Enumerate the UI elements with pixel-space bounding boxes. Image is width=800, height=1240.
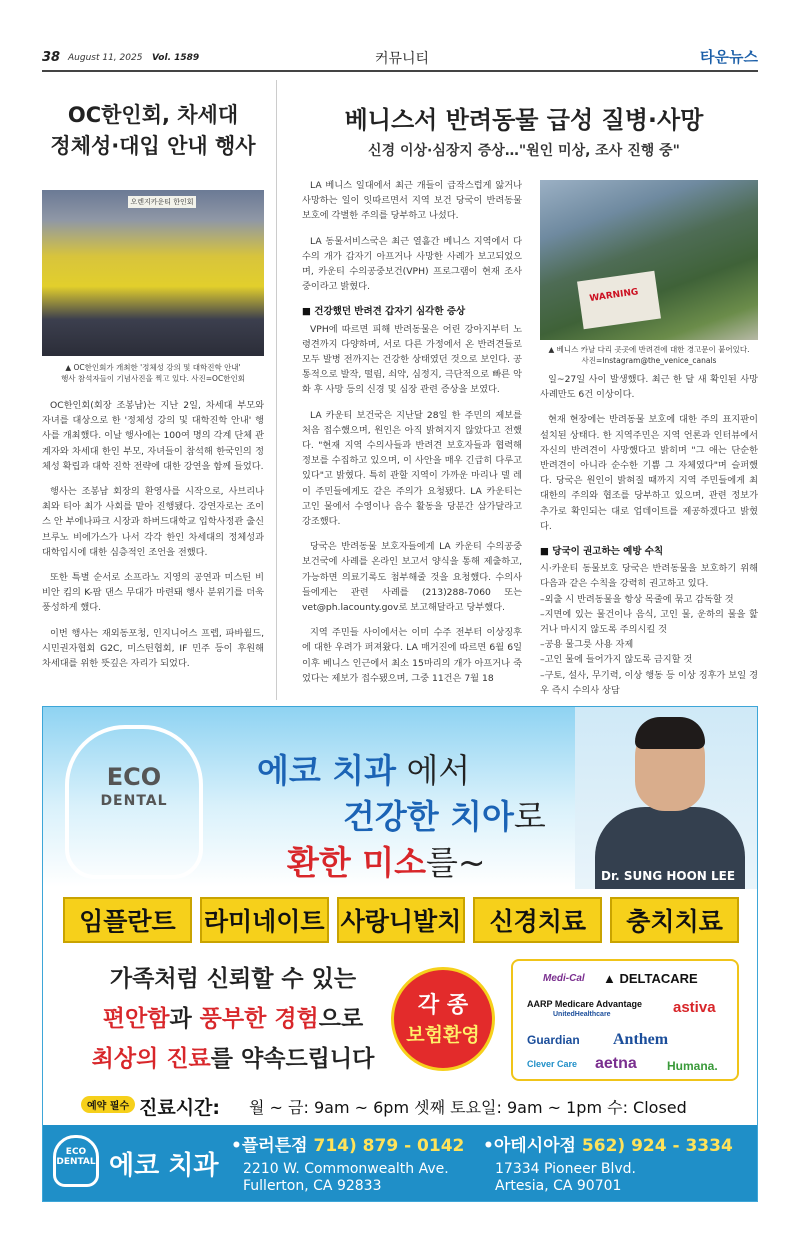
right-caption-line2: 사진=Instagram@the_venice_canals	[581, 356, 717, 365]
warning-sign-text: WARNING	[588, 287, 640, 305]
slogan-line-2	[343, 791, 546, 838]
page-header	[42, 44, 758, 72]
artesia-location	[483, 1131, 733, 1156]
aetna-logo: aetna	[595, 1055, 637, 1072]
services-row	[63, 897, 739, 943]
left-paragraph: 이번 행사는 재외동포청, 인지니어스 프렙, 파바월드, 시민권자협회 G2C, 미스틴협회, IF 민주 등이 후원해 차세대를 위한 뜻깊은 자리가 되었다.	[42, 627, 264, 670]
section-name: 커뮤니티	[374, 51, 430, 67]
service-badge: 라미네이트	[200, 897, 329, 943]
insurance-welcome-badge	[391, 967, 495, 1071]
column-divider	[276, 80, 277, 700]
anthem-logo: Anthem	[613, 1031, 669, 1048]
trust-text: 를 약속드립니다	[210, 1046, 375, 1072]
slogan-highlight: 환한 미소	[287, 843, 427, 882]
right-caption-line1: ▲ 베니스 카날 다리 곳곳에 반려견에 대한 경고문이 붙어있다.	[548, 345, 750, 354]
fullerton-address	[243, 1161, 449, 1195]
photo-banner	[128, 196, 196, 208]
footer-logo-text: ECO DENTAL	[56, 1147, 96, 1167]
photo-banner-text: 오렌지카운티 한인회	[130, 198, 194, 206]
left-article-title	[42, 100, 264, 162]
trust-text: 과	[169, 1006, 200, 1032]
trust-text: 으로	[318, 1006, 364, 1032]
left-caption-line2: 행사 참석자들이 기념사진을 찍고 있다. 사진=OC한인회	[61, 374, 245, 383]
right-subhead: ■ 건강했던 반려견 갑자기 심각한 증상	[302, 306, 466, 318]
clevercare-logo: Clever Care	[527, 1059, 578, 1069]
trust-highlight: 편안함	[102, 1006, 170, 1032]
issue-volume: Vol. 1589	[152, 53, 200, 63]
address-line: 17334 Pioneer Blvd.	[495, 1161, 636, 1177]
left-caption-line1: ▲ OC한인회가 개최한 '정체성 강의 및 대학진학 안내'	[65, 363, 241, 372]
guardian-logo: Guardian	[527, 1033, 580, 1047]
left-title-line2: 정체성·대입 안내 행사	[50, 134, 256, 158]
slogan-line-3	[287, 837, 486, 884]
address-line: Artesia, CA 90701	[495, 1178, 622, 1194]
trust-line-1: 가족처럼 신뢰할 수 있는	[109, 966, 357, 992]
trust-line-2	[63, 999, 403, 1039]
right-paragraph: LA 동물서비스국은 최근 열흘간 베니스 지역에서 다수의 개가 갑자기 아프거나 사망한 사례가 보고되었으며, 카운티 수의공중보건(VPH) 프로그램이 현재 조사 중이라고 밝혔다.	[302, 235, 522, 293]
doctor-portrait	[575, 707, 758, 889]
service-badge: 사랑니발치	[337, 897, 466, 943]
logo-dental-text: DENTAL	[100, 793, 168, 809]
humana-logo: Humana.	[667, 1059, 718, 1073]
left-title-line1: OC한인회, 차세대	[67, 103, 239, 127]
right-paragraph: LA 베니스 일대에서 최근 개들이 급작스럽게 앓거나 사망하는 일이 잇따르면서 지역 보건 당국이 반려동물 보호에 각별한 주의를 당부하고 나섰다.	[302, 180, 522, 222]
slogan-suffix: 에서	[396, 751, 471, 790]
logo-eco-text: ECO	[106, 763, 162, 791]
left-paragraph: 행사는 조봉남 회장의 환영사를 시작으로, 사브리나 최와 티아 최가 사회를 맡아 진행됐다. 강연자로는 조이스 안 부에나파크 시장과 하버드대학교 입학사정관 출신 브루노 비에가스가 나서 각각 한인 차세대의 정체성과 대학입시에 대한 심층적인 조언을 전했다.	[42, 486, 264, 558]
right-paragraph: 지역 주민들 사이에서는 이미 수주 전부터 이상징후에 대한 우려가 퍼져왔다. LA 매거진에 따르면 6월 6일 이후 베니스 인근에서 최소 15마리의 개가 아프거나 죽었다는 제보가 접수됐으며, 그중 11건은 7월 18	[302, 627, 522, 684]
right-photo-caption	[540, 344, 758, 366]
location-name: •아테시아점	[483, 1136, 576, 1156]
service-badge: 충치치료	[610, 897, 739, 943]
right-paragraph: VPH에 따르면 피해 반려동물은 어린 강아지부터 노령견까지 다양하며, 서로 다른 가정에서 온 반려견들로 모두 발병 전까지는 건강한 상태였던 것으로 보인다. 공통적으로 발작, 떨림, 쇠약, 심정지, 극단적으로 빠른 악화 후 사망 등의 신경 및 심장 관련 증상을 보였다.	[302, 323, 522, 396]
right-paragraph: 일~27일 사이 발생했다. 최근 한 달 새 확인된 사망 사례만도 6건 이상이다.	[540, 374, 758, 401]
newspaper-brand: 타운뉴스	[700, 48, 758, 66]
location-phone: 562) 924 - 3334	[581, 1136, 733, 1156]
location-phone: 714) 879 - 0142	[313, 1136, 465, 1156]
ad-footer	[43, 1125, 758, 1202]
tip-item: –구토, 설사, 무기력, 이상 행동 등 이상 징후가 보일 경우 즉시 수의사 상담	[540, 669, 758, 696]
trust-highlight: 풍부한 경험	[199, 1006, 319, 1032]
tip-item: –공용 물그릇 사용 자제	[540, 639, 634, 651]
deltacare-logo: ▲ DELTACARE	[603, 971, 698, 986]
artesia-address	[495, 1161, 636, 1195]
hours-text: 월 ~ 금: 9am ~ 6pm 셋째 토요일: 9am ~ 1pm 수: Closed	[249, 1098, 687, 1117]
location-name: •플러튼점	[231, 1136, 308, 1156]
left-photo-caption	[42, 362, 264, 384]
medical-logo: Medi-Cal	[543, 973, 585, 984]
hours-label: 진료시간:	[139, 1097, 221, 1119]
left-article-body	[42, 398, 264, 681]
appointment-required-tag: 예약 필수	[81, 1096, 135, 1113]
page-number: 38	[42, 50, 61, 65]
issue-date: August 11, 2025	[68, 53, 143, 63]
left-paragraph: OC한인회(회장 조봉남)는 지난 2일, 차세대 부모와 자녀를 대상으로 한 '정체성 강의 및 대학진학 안내' 행사를 개최했다. 이날 행사에는 100여 명의 각계 단체 관계자와 차세대 한인 부모, 자녀들이 참석해 한국인의 정체성 확립과 대학 진학 전략에 대한 강연을 함께 들었다.	[42, 400, 264, 472]
badge-line-1: 각 종	[417, 993, 469, 1018]
right-paragraph: LA 카운티 보건국은 지난달 28일 한 주민의 제보를 처음 접수했으며, 원인은 아직 밝혀지지 않았다고 전했다. "현재 지역 수의사들과 반려견 보호자들과 협력해 정보를 수집하고 있으며, 이 사안을 매우 긴급히 다루고 있다"고 밝혔다. 특히 관할 지역이 가까운 마리나 델 레이 주민들에게도 같은 주의가 요청됐다. LA 카운티는 고인 물에서 수영이나 음수 활동을 당분간 삼가달라고 강조했다.	[302, 409, 522, 528]
clinic-hours	[43, 1087, 758, 1123]
doctor-name: Dr. SUNG HOON LEE	[601, 869, 736, 883]
insurance-logos	[511, 959, 739, 1081]
right-subhead: ■ 당국이 권고하는 예방 수칙	[540, 546, 664, 558]
address-line: Fullerton, CA 92833	[243, 1178, 382, 1194]
slogan-suffix: 를~	[426, 843, 486, 882]
trust-message	[63, 959, 403, 1079]
left-paragraph: 또한 특별 순서로 소프라노 지영의 공연과 미스틴 비비안 킴의 K-팝 댄스 무대가 마련돼 행사 분위기를 더욱 풍성하게 했다.	[42, 572, 264, 614]
address-line: 2210 W. Commonwealth Ave.	[243, 1161, 449, 1177]
footer-clinic-name: 에코 치과	[109, 1151, 219, 1181]
tip-item: –지면에 있는 물건이나 음식, 고인 물, 운하의 물을 핥거나 마시지 않도록 주의시킬 것	[540, 608, 758, 636]
tip-item: –외출 시 반려동물을 항상 목줄에 묶고 감독할 것	[540, 593, 734, 605]
doctor-hair	[635, 717, 705, 749]
tips-intro: 시·카운티 동물보호 당국은 반려동물을 보호하기 위해 다음과 같은 수칙을 강력히 권고하고 있다.	[540, 563, 758, 590]
slogan-line-1	[257, 745, 470, 792]
tip-item: –고인 물에 들어가지 않도록 금지할 것	[540, 654, 693, 666]
trust-highlight: 최상의 진료	[91, 1046, 211, 1072]
slogan-suffix: 로	[513, 797, 546, 836]
right-article-subtitle: 신경 이상·심장지 증상…"원인 미상, 조사 진행 중"	[368, 143, 680, 159]
aarp-logo: AARP Medicare Advantage	[527, 999, 643, 1009]
dental-advertisement	[42, 706, 758, 1202]
badge-line-2: 보험환영	[406, 1024, 480, 1046]
slogan-highlight: 건강한 치아	[343, 797, 514, 836]
service-badge: 신경치료	[473, 897, 602, 943]
venice-canal-photo	[540, 180, 758, 340]
fullerton-location	[231, 1131, 464, 1156]
event-group-photo	[42, 190, 264, 356]
slogan-clinic-name: 에코 치과	[257, 751, 397, 790]
astiva-logo: astiva	[673, 999, 716, 1016]
warning-sign	[577, 271, 661, 329]
right-article-column-2	[540, 372, 758, 698]
right-article-title: 베니스서 반려동물 급성 질병·사망	[344, 106, 704, 134]
trust-line-3	[63, 1039, 403, 1079]
right-paragraph: 당국은 반려동물 보호자들에게 LA 카운티 수의공중보건국에 사례를 온라인 보고서 양식을 통해 제출하고, 가능하면 의료기록도 첨부해줄 것을 요청했다. 수의사들에게는 관련 사례를 (213)288-7060 또는 vet@ph.lacounty.gov로 보고해달라고 당부했다.	[302, 541, 522, 614]
ad-hero	[43, 707, 758, 887]
service-badge: 임플란트	[63, 897, 192, 943]
right-article-column-1	[302, 178, 522, 696]
unitedhealthcare-logo: UnitedHealthcare	[553, 1011, 611, 1018]
right-paragraph: 현재 현장에는 반려동물 보호에 대한 주의 표지판이 설치된 상태다. 한 지역주민은 지역 언론과 인터뷰에서 자신의 반려견이 사망했다고 밝히며 "그 애는 단순한 반려견이 아니라 순수한 기쁨 그 자체였다"며 슬퍼했다. 당국은 원인이 밝혀질 때까지 지역 주민들에게 최대한의 주의와 협조를 당부하고 있으며, 관련 정보가 추가로 확인되는 대로 업데이트를 제공하겠다고 밝혔다.	[540, 414, 758, 532]
